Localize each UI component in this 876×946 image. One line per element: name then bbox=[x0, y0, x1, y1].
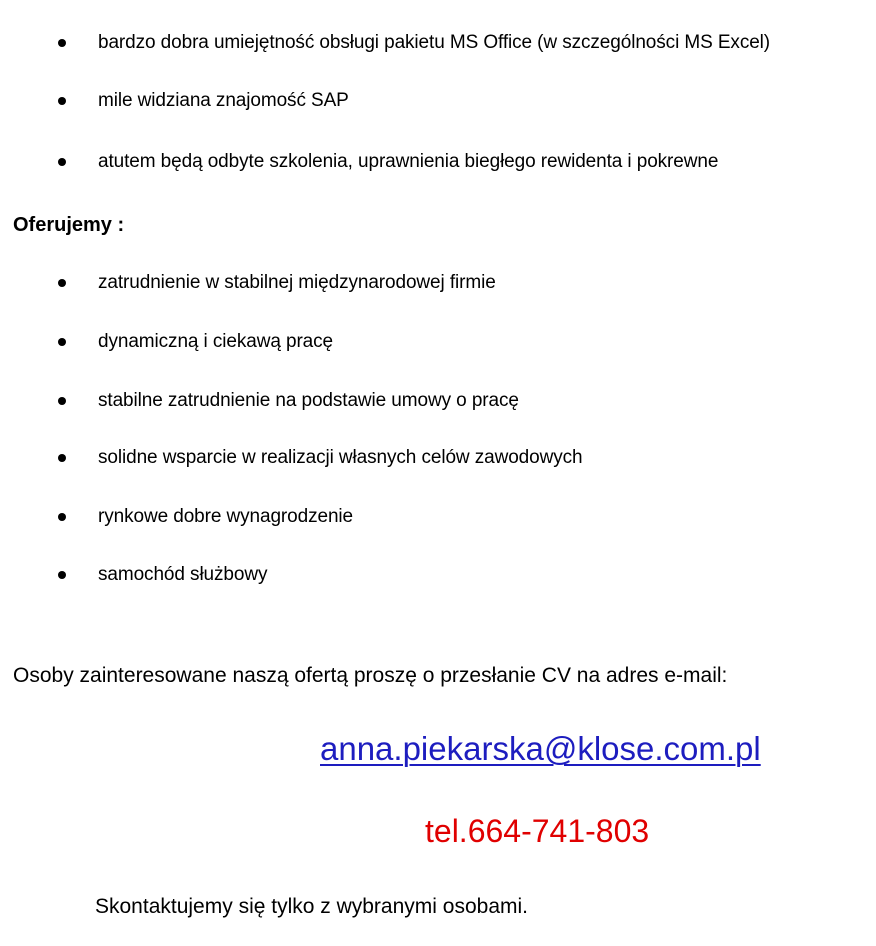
requirement-item bbox=[0, 30, 876, 58]
requirement-text: atutem będą odbyte szkolenia, uprawnienia biegłego rewidenta i pokrewne bbox=[98, 151, 719, 172]
offer-text: stabilne zatrudnienie na podstawie umowy o pracę bbox=[98, 390, 519, 411]
offer-item bbox=[0, 504, 876, 532]
offer-text: samochód służbowy bbox=[98, 564, 268, 585]
offer-heading: Oferujemy : bbox=[13, 214, 125, 236]
phone-number: tel.664-741-803 bbox=[425, 813, 650, 849]
offer-item bbox=[0, 445, 876, 473]
closing-note: Skontaktujemy się tylko z wybranymi osobami. bbox=[95, 895, 528, 918]
bullet-icon bbox=[58, 39, 66, 47]
bullet-icon bbox=[58, 338, 66, 346]
requirement-text: mile widziana znajomość SAP bbox=[98, 90, 349, 111]
bullet-icon bbox=[58, 397, 66, 405]
bullet-icon bbox=[58, 97, 66, 105]
requirement-item bbox=[0, 149, 876, 177]
bullet-icon bbox=[58, 158, 66, 166]
offer-text: dynamiczną i ciekawą pracę bbox=[98, 331, 334, 352]
offer-item bbox=[0, 562, 876, 590]
contact-intro: Osoby zainteresowane naszą ofertą proszę o przesłanie CV na adres e-mail: bbox=[13, 664, 728, 687]
offer-text: rynkowe dobre wynagrodzenie bbox=[98, 506, 354, 527]
requirement-item bbox=[0, 88, 876, 116]
bullet-icon bbox=[58, 279, 66, 287]
bullet-icon bbox=[58, 571, 66, 579]
offer-item bbox=[0, 388, 876, 416]
offer-item bbox=[0, 329, 876, 357]
email-link[interactable]: anna.piekarska@klose.com.pl bbox=[320, 730, 761, 767]
requirement-text: bardzo dobra umiejętność obsługi pakietu MS Office (w szczególności MS Excel) bbox=[98, 32, 771, 53]
bullet-icon bbox=[58, 454, 66, 462]
offer-item bbox=[0, 270, 876, 298]
offer-text: solidne wsparcie w realizacji własnych celów zawodowych bbox=[98, 447, 583, 468]
bullet-icon bbox=[58, 513, 66, 521]
offer-text: zatrudnienie w stabilnej międzynarodowej firmie bbox=[98, 272, 496, 293]
